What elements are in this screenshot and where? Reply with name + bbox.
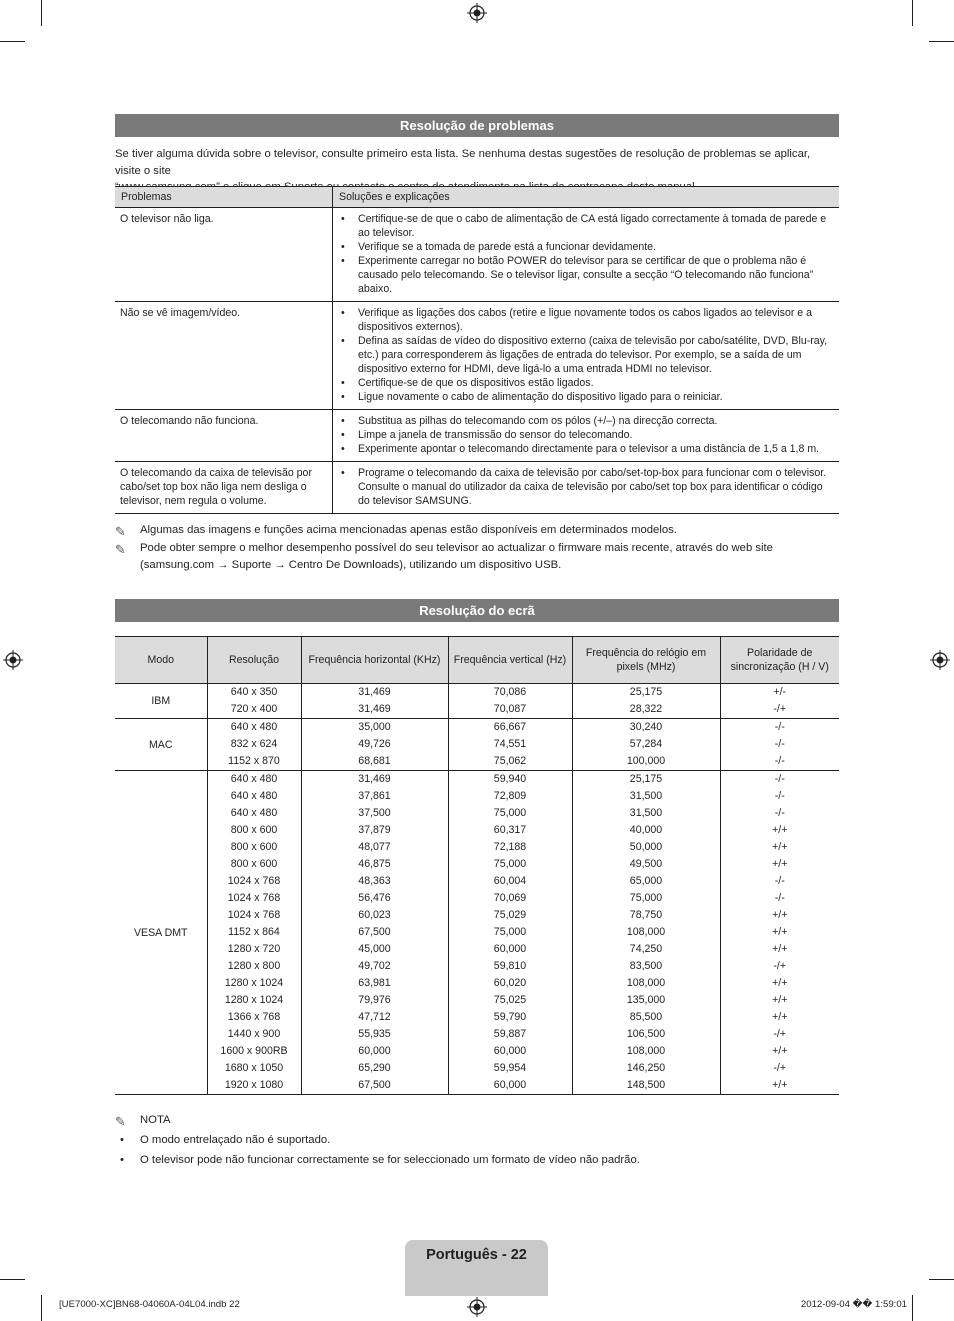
cell-value: 55,935 — [358, 1028, 391, 1040]
value-cell — [207, 719, 301, 771]
list-item: • O televisor pode não funcionar correctamente se for seleccionado um formato de vídeo não padrão. — [115, 1152, 839, 1169]
cell-value: 48,077 — [358, 841, 391, 853]
cell-value: 1440 x 900 — [227, 1028, 281, 1040]
table-row — [115, 719, 839, 771]
cell-value: +/- — [773, 686, 787, 698]
value-cell — [301, 719, 448, 771]
cell-value: 50,000 — [629, 841, 663, 853]
cell-value: 106,500 — [626, 1028, 666, 1040]
column-header: Frequência vertical (Hz) — [448, 637, 572, 684]
cell-value: 1680 x 1050 — [224, 1062, 284, 1074]
value-cell — [720, 684, 839, 719]
cell-value: 30,240 — [629, 721, 663, 733]
list-item: • Programe o telecomando da caixa de televisão por cabo/set-top-box para funcionar com o televisor. Consulte o manual do utilizador da caixa de televisão por cabo/set top box para identificar o código do televisor SAMSUNG. — [338, 466, 833, 508]
cell-value: 63,981 — [358, 977, 391, 989]
cell-value: 640 x 480 — [230, 773, 278, 785]
column-header: Modo — [115, 637, 207, 684]
cell-value: 60,317 — [493, 824, 527, 836]
cell-value: 31,500 — [629, 807, 663, 819]
cell-value: 59,954 — [493, 1062, 527, 1074]
list-item: • Substitua as pilhas do telecomando com os pólos (+/–) na direcção correcta. — [338, 414, 833, 428]
cell-value: 72,188 — [493, 841, 527, 853]
cell-value: 83,500 — [629, 960, 663, 972]
intro-line: Se tiver alguma dúvida sobre o televisor, consulte primeiro esta lista. Se nenhuma destas sugestões de resolução de problemas se aplicar, visite o site — [115, 148, 811, 177]
cell-value: +/+ — [772, 858, 788, 870]
crop-mark — [929, 41, 954, 42]
list-item: • Certifique-se de que os dispositivos estão ligados. — [338, 376, 833, 390]
cell-value: 28,322 — [629, 703, 663, 715]
cell-value: -/- — [774, 875, 785, 887]
note-text: Algumas das imagens e funções acima mencionadas apenas estão disponíveis em determinados modelos. — [140, 524, 677, 536]
cell-value: +/+ — [772, 994, 788, 1006]
crop-mark — [41, 0, 42, 26]
cell-value: 68,681 — [358, 755, 391, 767]
table-row — [115, 462, 839, 514]
cell-value: 1280 x 1024 — [224, 977, 284, 989]
cell-value: -/+ — [773, 960, 787, 972]
cell-value: 832 x 624 — [230, 738, 278, 750]
problem-cell: O telecomando da caixa de televisão por cabo/set top box não liga nem desliga o televisor, nem regula o volume. — [115, 462, 333, 514]
cell-value: 31,469 — [358, 703, 391, 715]
cell-value: 1280 x 720 — [227, 943, 281, 955]
cell-value: +/+ — [772, 909, 788, 921]
pencil-note-icon: ✎ — [115, 524, 126, 539]
crop-mark — [929, 1279, 954, 1280]
cell-value: 1152 x 864 — [228, 926, 280, 938]
column-header: Resolução — [207, 637, 301, 684]
table-row — [115, 771, 839, 1095]
cell-value: +/+ — [772, 824, 788, 836]
cell-value: 1600 x 900RB — [220, 1045, 288, 1057]
list-item: • Experimente apontar o telecomando directamente para o televisor a uma distância de 1,5 a 1,8 m. — [338, 442, 833, 456]
cell-value: 48,363 — [358, 875, 391, 887]
cell-value: 1920 x 1080 — [224, 1079, 284, 1091]
cell-value: 37,861 — [358, 790, 391, 802]
cell-value: 148,500 — [626, 1079, 666, 1091]
mode-cell: VESA DMT — [115, 771, 207, 1095]
cell-value: 640 x 350 — [230, 686, 278, 698]
cell-value: 75,029 — [493, 909, 527, 921]
value-cell — [720, 771, 839, 1095]
problems-table — [115, 186, 839, 514]
column-header: Frequência do relógio em pixels (MHz) — [572, 637, 720, 684]
notes-block — [115, 522, 839, 575]
cell-value: 75,000 — [493, 858, 527, 870]
cell-value: 1280 x 800 — [227, 960, 281, 972]
resolution-table — [115, 636, 839, 1095]
page-number-tab: Português - 22 — [405, 1240, 548, 1296]
column-header: Polaridade de sincronização (H / V) — [720, 637, 839, 684]
cell-value: 67,500 — [358, 926, 391, 938]
cell-value: 79,976 — [358, 994, 391, 1006]
section-title-display-resolution: Resolução do ecrã — [115, 599, 839, 622]
cell-value: 70,069 — [493, 892, 527, 904]
value-cell — [572, 719, 720, 771]
column-header: Frequência horizontal (KHz) — [301, 637, 448, 684]
value-cell — [572, 771, 720, 1095]
problem-cell: O televisor não liga. — [115, 208, 333, 302]
mode-cell: IBM — [115, 684, 207, 719]
cell-value: 75,025 — [493, 994, 527, 1006]
cell-value: +/+ — [772, 1079, 788, 1091]
value-cell — [301, 684, 448, 719]
cell-value: 60,020 — [493, 977, 527, 989]
cell-value: 146,250 — [626, 1062, 666, 1074]
list-item: • Defina as saídas de vídeo do dispositivo externo (caixa de televisão por cabo/satélite, DVD, Blu-ray, etc.) para corresponderem às ligações de entrada do televisor. Por exemplo, se a saída de um dispositivo externo for HDMI, deve ligá-lo a uma entrada HDMI no televisor. — [338, 334, 833, 376]
cell-value: 56,476 — [358, 892, 391, 904]
cell-value: -/- — [774, 790, 785, 802]
list-item: • Certifique-se de que o cabo de alimentação de CA está ligado correctamente à tomada de parede e ao televisor. — [338, 212, 833, 240]
cell-value: +/+ — [772, 841, 788, 853]
cell-value: 640 x 480 — [230, 807, 278, 819]
cell-value: 640 x 480 — [230, 790, 278, 802]
note-heading — [115, 1112, 839, 1129]
cell-value: 31,469 — [358, 773, 391, 785]
cell-value: 1366 x 768 — [227, 1011, 281, 1023]
note-item — [115, 522, 839, 539]
cell-value: +/+ — [772, 943, 788, 955]
cell-value: 1024 x 768 — [227, 892, 281, 904]
cell-value: -/+ — [773, 1028, 787, 1040]
cell-value: -/- — [774, 892, 785, 904]
cell-value: 800 x 600 — [230, 858, 278, 870]
cell-value: 108,000 — [626, 977, 666, 989]
cell-value: 59,940 — [493, 773, 527, 785]
note-item — [115, 540, 839, 574]
cell-value: 60,000 — [493, 1045, 527, 1057]
cell-value: 37,879 — [358, 824, 391, 836]
crop-mark — [0, 1279, 25, 1280]
registration-mark-icon — [467, 1297, 487, 1317]
solutions-cell — [333, 208, 840, 302]
cell-value: 78,750 — [629, 909, 663, 921]
value-cell — [207, 771, 301, 1095]
mode-cell: MAC — [115, 719, 207, 771]
cell-value: 45,000 — [358, 943, 391, 955]
cell-value: 800 x 600 — [230, 841, 278, 853]
cell-value: 74,250 — [629, 943, 663, 955]
cell-value: 37,500 — [358, 807, 391, 819]
section-title-troubleshooting: Resolução de problemas — [115, 114, 839, 137]
list-item: • Verifique se a tomada de parede está a funcionar devidamente. — [338, 240, 833, 254]
value-cell — [448, 719, 572, 771]
cell-value: 85,500 — [629, 1011, 663, 1023]
cell-value: 1152 x 870 — [228, 755, 280, 767]
cell-value: 47,712 — [358, 1011, 391, 1023]
cell-value: 135,000 — [626, 994, 666, 1006]
cell-value: 75,000 — [493, 926, 527, 938]
cell-value: 40,000 — [629, 824, 663, 836]
note-text: Pode obter sempre o melhor desempenho possível do seu televisor ao actualizar o firmware mais recente, através do web site (samsung.com → Suporte → Centro De Downloads), utilizando um dispositivo USB. — [140, 542, 773, 571]
cell-value: 720 x 400 — [230, 703, 278, 715]
value-cell — [448, 771, 572, 1095]
cell-value: -/- — [774, 755, 785, 767]
value-cell — [301, 771, 448, 1095]
value-cell — [448, 684, 572, 719]
cell-value: -/- — [774, 807, 785, 819]
cell-value: 640 x 480 — [230, 721, 278, 733]
cell-value: 70,086 — [493, 686, 527, 698]
list-item: • Verifique as ligações dos cabos (retire e ligue novamente todos os cabos ligados ao televisor e a dispositivos externos). — [338, 306, 833, 334]
cell-value: +/+ — [772, 1011, 788, 1023]
list-item: • O modo entrelaçado não é suportado. — [115, 1132, 839, 1149]
cell-value: 46,875 — [358, 858, 391, 870]
crop-mark — [912, 0, 913, 26]
cell-value: 59,790 — [493, 1011, 527, 1023]
table-row — [115, 684, 839, 719]
cell-value: +/+ — [772, 926, 788, 938]
cell-value: +/+ — [772, 977, 788, 989]
cell-value: 70,087 — [493, 703, 527, 715]
cell-value: 75,062 — [493, 755, 527, 767]
registration-mark-icon — [3, 650, 23, 670]
crop-mark — [41, 1295, 42, 1321]
cell-value: -/- — [774, 721, 785, 733]
table-row — [115, 410, 839, 462]
cell-value: 31,500 — [629, 790, 663, 802]
cell-value: +/+ — [772, 1045, 788, 1057]
solutions-cell — [333, 410, 840, 462]
cell-value: -/- — [774, 773, 785, 785]
cell-value: 35,000 — [358, 721, 391, 733]
cell-value: 65,290 — [358, 1062, 391, 1074]
crop-mark — [0, 41, 25, 42]
cell-value: 67,500 — [358, 1079, 391, 1091]
registration-mark-icon — [467, 3, 487, 23]
list-item: • Limpe a janela de transmissão do sensor do telecomando. — [338, 428, 833, 442]
problem-cell: Não se vê imagem/vídeo. — [115, 302, 333, 410]
footer-file-info: [UE7000-XC]BN68-04060A-04L04.indb 22 — [59, 1299, 240, 1310]
problem-cell: O telecomando não funciona. — [115, 410, 333, 462]
cell-value: 49,702 — [358, 960, 391, 972]
cell-value: 1024 x 768 — [227, 875, 281, 887]
value-cell — [207, 684, 301, 719]
column-header: Soluções e explicações — [333, 187, 840, 208]
cell-value: -/+ — [773, 703, 787, 715]
solutions-cell — [333, 462, 840, 514]
cell-value: 25,175 — [629, 686, 663, 698]
cell-value: 60,000 — [358, 1045, 391, 1057]
column-header: Problemas — [115, 187, 333, 208]
cell-value: 31,469 — [358, 686, 391, 698]
table-row — [115, 208, 839, 302]
footer-timestamp: 2012-09-04 �� 1:59:01 — [800, 1299, 907, 1310]
cell-value: 108,000 — [626, 1045, 666, 1057]
list-item: • Experimente carregar no botão POWER do televisor para se certificar de que o problema não é causado pelo telecomando. Se o televisor ligar, consulte a secção “O telecomando não funciona” abaixo. — [338, 254, 833, 296]
cell-value: 60,000 — [493, 943, 527, 955]
value-cell — [720, 719, 839, 771]
bottom-notes — [115, 1112, 839, 1169]
cell-value: 49,726 — [358, 738, 391, 750]
cell-value: 74,551 — [493, 738, 527, 750]
cell-value: 1280 x 1024 — [224, 994, 284, 1006]
crop-mark — [912, 1295, 913, 1321]
solutions-cell — [333, 302, 840, 410]
table-row — [115, 302, 839, 410]
pencil-note-icon: ✎ — [115, 1114, 126, 1129]
value-cell — [572, 684, 720, 719]
cell-value: 57,284 — [629, 738, 663, 750]
note-title: NOTA — [140, 1114, 171, 1126]
cell-value: 66,667 — [493, 721, 527, 733]
cell-value: 60,000 — [493, 1079, 527, 1091]
cell-value: -/+ — [773, 1062, 787, 1074]
pencil-note-icon: ✎ — [115, 542, 126, 557]
cell-value: 75,000 — [493, 807, 527, 819]
cell-value: 108,000 — [626, 926, 666, 938]
cell-value: 65,000 — [629, 875, 663, 887]
cell-value: 59,810 — [493, 960, 527, 972]
cell-value: 1024 x 768 — [227, 909, 281, 921]
cell-value: 59,887 — [493, 1028, 527, 1040]
cell-value: 72,809 — [493, 790, 527, 802]
registration-mark-icon — [930, 650, 950, 670]
list-item: • Ligue novamente o cabo de alimentação do dispositivo ligado para o reiniciar. — [338, 390, 833, 404]
cell-value: 25,175 — [629, 773, 663, 785]
cell-value: 49,500 — [629, 858, 663, 870]
cell-value: -/- — [774, 738, 785, 750]
cell-value: 60,023 — [358, 909, 391, 921]
cell-value: 800 x 600 — [230, 824, 278, 836]
cell-value: 75,000 — [629, 892, 663, 904]
cell-value: 100,000 — [626, 755, 666, 767]
cell-value: 60,004 — [493, 875, 527, 887]
